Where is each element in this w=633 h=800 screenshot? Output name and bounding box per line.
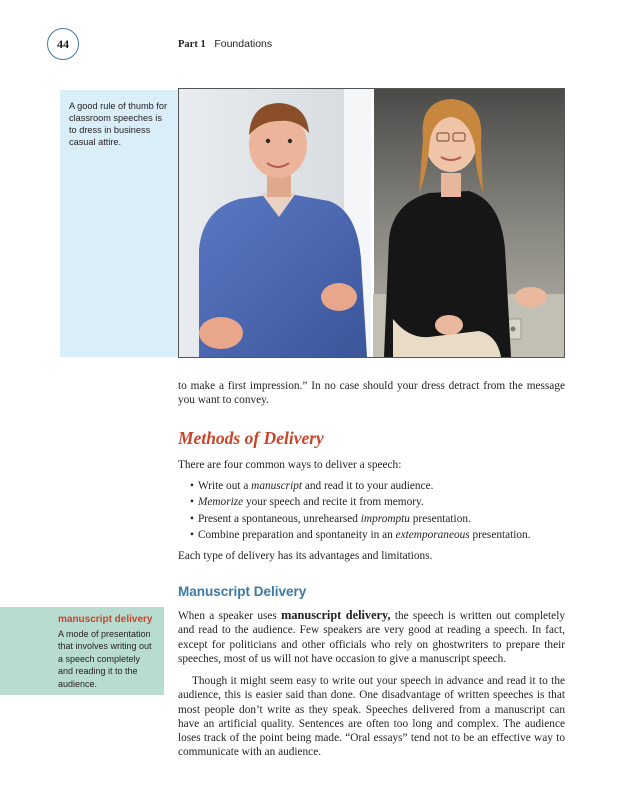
list-item: • Memorize your speech and recite it from memory. bbox=[190, 494, 531, 510]
glossary-term: manuscript delivery bbox=[58, 614, 153, 625]
manuscript-heading: Manuscript Delivery bbox=[178, 584, 307, 599]
running-head bbox=[178, 38, 272, 50]
manuscript-paragraph-1: When a speaker uses manuscript delivery, the speech is written out completely and read to the audience. Few speakers are very good at reading a speech. In fact, except for politicians and other officials who rely on ghostwriters to prepare their speeches, most of us will not have occasion to give a manuscript speech. bbox=[178, 608, 565, 665]
manuscript-paragraph-2: Though it might seem easy to write out your speech in advance and read it to the audience, this is easier said than done. One disadvantage of written speeches is that most people don’t write as they speak. Speeches delivered from a manuscript can have an artificial quality. Sentences are often too long and complex. The audience loses track of the point being made. “Oral essays” tend not to be an effective way to communicate with an audience. bbox=[178, 675, 565, 759]
page-number: 44 bbox=[47, 28, 79, 60]
key-term: manuscript delivery, bbox=[281, 608, 391, 622]
methods-intro: There are four common ways to deliver a speech: bbox=[178, 459, 402, 471]
list-item: • Combine preparation and spontaneity in an extemporaneous presentation. bbox=[190, 527, 531, 543]
section-label: Foundations bbox=[214, 38, 273, 50]
continuation-paragraph: to make a first impression.” In no case should your dress detract from the message you want to convey. bbox=[178, 380, 565, 407]
delivery-methods-list bbox=[190, 478, 531, 544]
photo bbox=[178, 88, 565, 358]
glossary-definition: A mode of presentation that involves writing out a speech completely and reading it to the audience. bbox=[58, 628, 152, 689]
list-item: • Present a spontaneous, unrehearsed impromptu presentation. bbox=[190, 511, 531, 527]
methods-closing: Each type of delivery has its advantages and limitations. bbox=[178, 550, 433, 562]
methods-heading: Methods of Delivery bbox=[178, 428, 324, 448]
speakers-photo-illustration bbox=[179, 89, 564, 357]
photo-caption: A good rule of thumb for classroom speeches is to dress in business casual attire. bbox=[60, 90, 179, 357]
glossary-box bbox=[0, 607, 164, 695]
part-label: Part 1 bbox=[178, 39, 206, 50]
list-item: • Write out a manuscript and read it to your audience. bbox=[190, 478, 531, 494]
